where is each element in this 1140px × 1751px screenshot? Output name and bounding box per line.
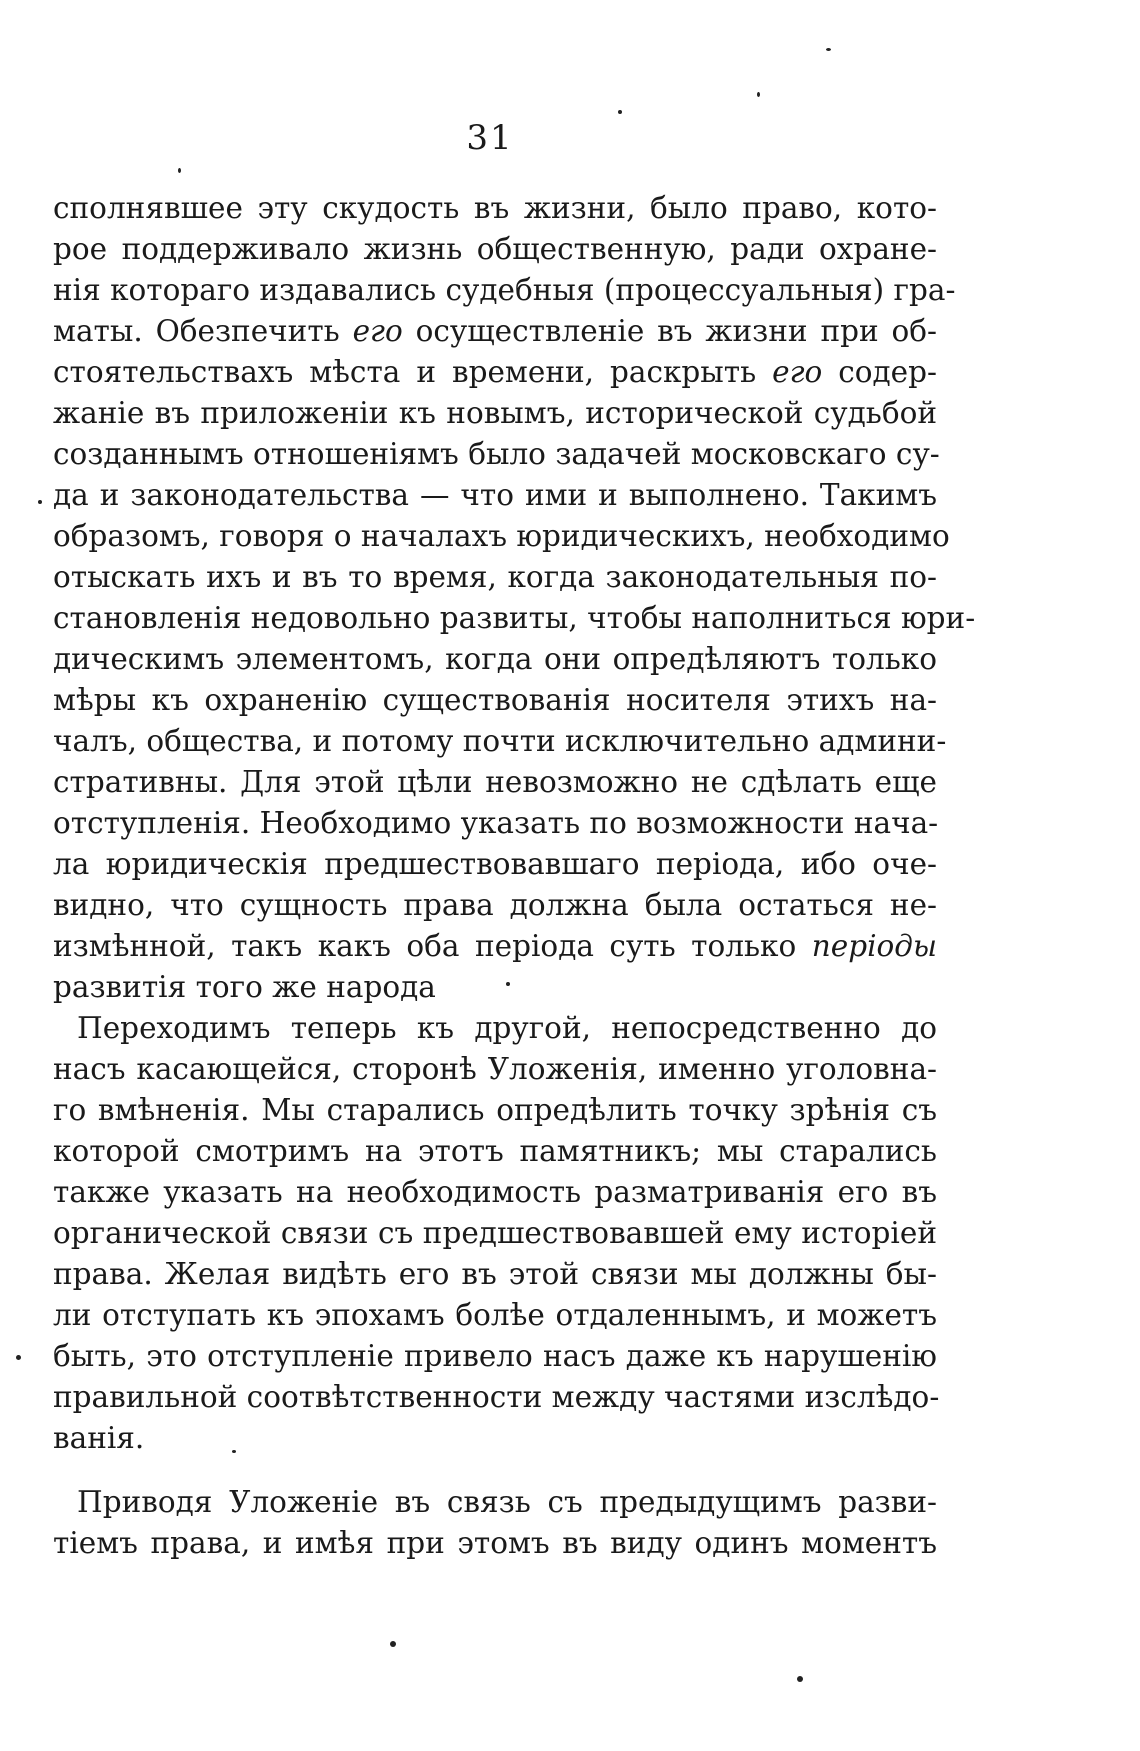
text-line: также указать на необходимость разматриванія его въ [53, 1175, 937, 1209]
text-line: образомъ, говоря о началахъ юридическихъ, необходимо [53, 519, 950, 553]
text-line: ванія. [53, 1421, 145, 1455]
text-line: права. Желая видѣть его въ этой связи мы должны бы- [53, 1257, 937, 1291]
scan-speck [390, 1641, 396, 1647]
text-line: отыскать ихъ и въ то время, когда законодательныя по- [53, 560, 937, 594]
text-line: органической связи съ предшествовавшей ему исторіей [53, 1216, 937, 1250]
text-line: стоятельствахъ мѣста и времени, раскрыть его содер- [53, 355, 937, 389]
text-line: тіемъ права, и имѣя при этомъ въ виду одинъ моментъ [53, 1526, 937, 1560]
paragraph [53, 1482, 937, 1564]
text-line: ли отступать къ эпохамъ болѣе отдаленнымъ, и можетъ [53, 1298, 937, 1332]
text-line: насъ касающейся, сторонѣ Уложенія, именно уголовна- [53, 1052, 937, 1086]
text-line: Переходимъ теперь къ другой, непосредственно до [77, 1011, 937, 1045]
text-line: становленія недовольно развиты, чтобы наполниться юри- [53, 601, 976, 635]
text-line: развитія того же народа [53, 970, 436, 1004]
emphasis-word: періоды [811, 929, 937, 963]
scan-speck [16, 1355, 21, 1360]
emphasis-word: его [772, 355, 823, 389]
scan-speck [232, 1450, 236, 1453]
text-line: быть, это отступленіе привело насъ даже къ нарушенію [53, 1339, 937, 1373]
scan-speck [757, 92, 760, 97]
text-line: отступленія. Необходимо указать по возможности нача- [53, 806, 939, 840]
scan-speck [826, 48, 831, 51]
paragraph [53, 188, 976, 1008]
scan-speck [797, 1676, 803, 1682]
paragraph [53, 1008, 940, 1459]
text-line: рое поддерживало жизнь общественную, ради охране- [53, 232, 937, 266]
body-text [53, 188, 976, 1564]
text-line: дическимъ элементомъ, когда они опредѣляютъ только [53, 642, 937, 676]
text-line: да и законодательства — что ими и выполнено. Такимъ [53, 478, 937, 512]
text-line: измѣнной, такъ какъ оба періода суть только періоды [53, 929, 937, 963]
text-line: нія котораго издавались судебныя (процессуальныя) гра- [53, 273, 956, 307]
page-number: 31 [466, 118, 514, 158]
text-line: видно, что сущность права должна была остаться не- [53, 888, 937, 922]
text-line: маты. Обезпечить его осуществленіе въ жизни при об- [53, 314, 937, 348]
text-line: Приводя Уложеніе въ связь съ предыдущимъ разви- [77, 1485, 937, 1519]
paragraph-gap [53, 1459, 937, 1482]
text-line: сполнявшее эту скудость въ жизни, было право, кото- [53, 191, 937, 225]
text-line: созданнымъ отношеніямъ было задачей московскаго су- [53, 437, 940, 471]
emphasis-word: его [352, 314, 403, 348]
text-line: которой смотримъ на этотъ памятникъ; мы старались [53, 1134, 937, 1168]
text-line: мѣры къ охраненію существованія носителя этихъ на- [53, 683, 937, 717]
scan-speck [38, 500, 42, 504]
scan-speck [506, 982, 510, 986]
text-line: стративны. Для этой цѣли невозможно не сдѣлать еще [53, 765, 937, 799]
text-line: ла юридическія предшествовавшаго періода, ибо оче- [53, 847, 937, 881]
text-line: го вмѣненія. Мы старались опредѣлить точку зрѣнія съ [53, 1093, 937, 1127]
scan-speck [618, 110, 622, 114]
scan-speck [178, 168, 181, 173]
text-line: правильной соотвѣтственности между частями изслѣдо- [53, 1380, 940, 1414]
text-line: чалъ, общества, и потому почти исключительно админи- [53, 724, 947, 758]
text-line: жаніе въ приложеніи къ новымъ, исторической судьбой [53, 396, 937, 430]
